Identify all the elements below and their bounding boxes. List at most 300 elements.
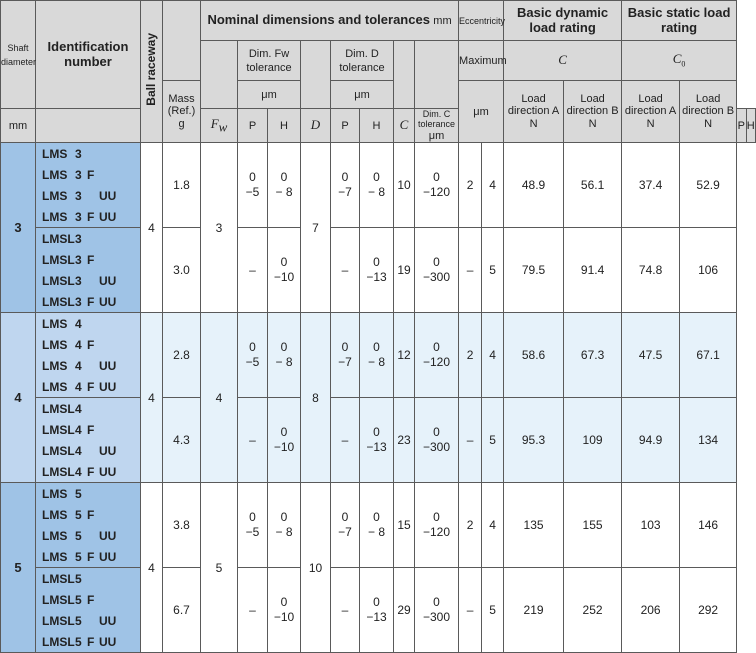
id-part: UU bbox=[99, 549, 117, 564]
identification-number bbox=[42, 610, 140, 631]
dyn-b-value: 91.4 bbox=[580, 263, 605, 278]
ecc-p-value: – bbox=[466, 263, 474, 278]
d-tol-h-value: −13 bbox=[366, 440, 387, 455]
fw-tol-p-value: – bbox=[249, 432, 256, 447]
id-part: 4 bbox=[75, 443, 82, 458]
c-value: 29 bbox=[397, 603, 411, 618]
id-part: F bbox=[87, 634, 95, 649]
id-part: 5 bbox=[75, 486, 82, 501]
dyn-a-cell bbox=[504, 228, 564, 313]
id-part: 4 bbox=[75, 316, 82, 331]
ecc-p-cell bbox=[459, 313, 482, 398]
identification-bottom bbox=[36, 109, 141, 143]
dyn-a-value: 95.3 bbox=[521, 433, 546, 448]
id-part: UU bbox=[99, 273, 117, 288]
fw-tol-p-value: −5 bbox=[245, 185, 260, 200]
d-tol-h-value: − 8 bbox=[367, 185, 385, 200]
id-part: 3 bbox=[75, 167, 82, 182]
stat-a-value: 94.9 bbox=[638, 433, 663, 448]
shaft-diameter-cell bbox=[1, 143, 36, 313]
id-part: 4 bbox=[75, 401, 82, 416]
d-symbol: D bbox=[301, 109, 331, 143]
id-part: 5 bbox=[75, 528, 82, 543]
id-part: 4 bbox=[75, 379, 82, 394]
ball-raceway-cell bbox=[141, 483, 163, 653]
ecc-p-value: – bbox=[466, 433, 474, 448]
eccentricity-header: Eccentricity bbox=[459, 1, 504, 41]
id-part: F bbox=[87, 592, 95, 607]
d-p-header: P bbox=[331, 109, 360, 143]
nominal-header: Nominal dimensions and tolerances mm bbox=[201, 1, 459, 41]
static-symbol: $C_0$ bbox=[622, 41, 737, 81]
id-part: F bbox=[87, 209, 95, 224]
id-part: LMSL bbox=[42, 294, 75, 309]
c-value: 23 bbox=[397, 433, 411, 448]
table-row bbox=[1, 313, 756, 398]
ecc-h-value: 5 bbox=[489, 433, 496, 448]
id-part: LMS bbox=[42, 337, 68, 352]
fw-tol-h-value: −10 bbox=[273, 440, 295, 455]
id-part: F bbox=[87, 464, 95, 479]
shaft-diameter-value: 4 bbox=[14, 390, 22, 406]
c-tol-value: 0 bbox=[433, 340, 440, 355]
d-tol-p-cell bbox=[331, 228, 360, 313]
id-part: 3 bbox=[75, 209, 82, 224]
mass-cell bbox=[163, 228, 201, 313]
d-tol-h-cell bbox=[360, 483, 394, 568]
d-tol-p-cell bbox=[331, 568, 360, 653]
dyn-a-value: 135 bbox=[523, 518, 544, 533]
mass-header: Mass (Ref.) g bbox=[163, 81, 201, 143]
c-tol-cell bbox=[415, 228, 459, 313]
d-tol-h-value: 0 bbox=[373, 425, 380, 440]
id-part: LMS bbox=[42, 528, 68, 543]
id-part: LMSL bbox=[42, 252, 75, 267]
d-value: 10 bbox=[308, 560, 323, 575]
identification-number bbox=[42, 461, 140, 482]
d-tol-h-value: 0 bbox=[373, 255, 380, 270]
id-part: 4 bbox=[75, 337, 82, 352]
c-tol-cell bbox=[415, 568, 459, 653]
d-tol-header: Dim. D tolerance bbox=[331, 41, 394, 81]
id-part: LMS bbox=[42, 507, 68, 522]
fw-cell bbox=[201, 483, 238, 653]
d-tol-p-value: −7 bbox=[338, 185, 352, 200]
stat-a-cell bbox=[622, 398, 680, 483]
id-part: 5 bbox=[75, 634, 82, 649]
stat-b-value: 134 bbox=[698, 433, 719, 448]
c-value: 10 bbox=[397, 178, 411, 193]
id-part: LMSL bbox=[42, 231, 75, 246]
id-part: 5 bbox=[75, 592, 82, 607]
id-part: LMSL bbox=[42, 401, 75, 416]
id-part: UU bbox=[99, 443, 117, 458]
id-part: UU bbox=[99, 209, 117, 224]
dyn-a-cell bbox=[504, 398, 564, 483]
stat-b-value: 292 bbox=[698, 603, 719, 618]
id-part: LMS bbox=[42, 549, 68, 564]
c-cell bbox=[394, 398, 415, 483]
ecc-h-cell bbox=[482, 228, 504, 313]
id-part: UU bbox=[99, 464, 117, 479]
d-tol-h-value: −13 bbox=[366, 610, 387, 625]
mass-value: 6.7 bbox=[173, 603, 190, 618]
id-part: F bbox=[87, 337, 95, 352]
identification-number bbox=[42, 419, 140, 440]
stat-b-cell bbox=[680, 228, 737, 313]
table-row bbox=[1, 228, 756, 313]
ball-raceway-value: 4 bbox=[148, 560, 155, 575]
ecc-um-header: μm bbox=[459, 81, 504, 143]
d-value: 7 bbox=[312, 220, 319, 235]
c-value: 19 bbox=[397, 263, 411, 278]
mass-cell bbox=[163, 313, 201, 398]
d-value: 8 bbox=[312, 390, 319, 405]
dynamic-header: Basic dynamic load rating bbox=[504, 1, 622, 41]
c-tol-value: 0 bbox=[433, 510, 440, 525]
id-part: 3 bbox=[75, 146, 82, 161]
fw-tol-p-value: −5 bbox=[245, 525, 260, 540]
ball-raceway-value: 4 bbox=[148, 220, 155, 235]
table-header bbox=[1, 1, 756, 143]
identification-cell bbox=[36, 143, 141, 228]
id-part: F bbox=[87, 422, 95, 437]
fw-tol-h-cell bbox=[268, 483, 301, 568]
ecc-h-value: 5 bbox=[489, 603, 496, 618]
d-tol-p-value: 0 bbox=[341, 510, 349, 525]
stat-b-cell bbox=[680, 313, 737, 398]
table-row bbox=[1, 483, 756, 568]
stat-a-cell bbox=[622, 228, 680, 313]
identification-number bbox=[42, 546, 140, 567]
stat-a-cell bbox=[622, 143, 680, 228]
identification-number bbox=[42, 334, 140, 355]
dyn-a-value: 58.6 bbox=[521, 348, 546, 363]
id-part: LMS bbox=[42, 209, 68, 224]
id-part: UU bbox=[99, 613, 117, 628]
stat-a-value: 74.8 bbox=[638, 263, 663, 278]
dyn-b-cell bbox=[564, 568, 622, 653]
id-part: LMSL bbox=[42, 592, 75, 607]
mass-value: 2.8 bbox=[173, 348, 190, 363]
fw-tol-p-value: 0 bbox=[249, 340, 256, 355]
fw-p-header: P bbox=[238, 109, 268, 143]
id-part: UU bbox=[99, 358, 117, 373]
d-tol-p-cell bbox=[331, 313, 360, 398]
id-part: UU bbox=[99, 379, 117, 394]
d-tol-p-cell bbox=[331, 398, 360, 483]
mass-value: 1.8 bbox=[173, 178, 190, 193]
table-body bbox=[1, 143, 756, 653]
identification-number bbox=[42, 313, 140, 334]
d-tol-h-cell bbox=[360, 143, 394, 228]
fw-tol-h-cell bbox=[268, 228, 301, 313]
d-tol-p-value: 0 bbox=[341, 170, 349, 185]
id-part: LMSL bbox=[42, 273, 75, 288]
c-tol-cell bbox=[415, 398, 459, 483]
id-part: 5 bbox=[75, 571, 82, 586]
id-part: F bbox=[87, 252, 95, 267]
c-cell bbox=[394, 313, 415, 398]
id-part: LMSL bbox=[42, 634, 75, 649]
table-row bbox=[1, 568, 756, 653]
identification-cell bbox=[36, 228, 141, 313]
fw-h-header: H bbox=[268, 109, 301, 143]
stat-a-cell bbox=[622, 483, 680, 568]
d-tol-p-value: – bbox=[341, 432, 349, 447]
fw-um-header: μm bbox=[238, 81, 301, 109]
ecc-h-cell bbox=[482, 568, 504, 653]
fw-tol-h-value: −10 bbox=[273, 610, 295, 625]
identification-number bbox=[42, 249, 140, 270]
fw-tol-p-cell bbox=[238, 483, 268, 568]
fw-symbol: $F_w$ bbox=[201, 109, 238, 143]
stat-b-cell bbox=[680, 483, 737, 568]
c-tol-value: −300 bbox=[423, 270, 451, 285]
table-row bbox=[1, 143, 756, 228]
d-tol-h-value: 0 bbox=[373, 340, 380, 355]
id-part: 3 bbox=[75, 252, 82, 267]
identification-number bbox=[42, 525, 140, 546]
ecc-p-value: – bbox=[466, 603, 474, 618]
id-part: 4 bbox=[75, 464, 82, 479]
d-tol-p-value: 0 bbox=[341, 340, 349, 355]
fw-value: 3 bbox=[215, 220, 223, 235]
ecc-h-value: 4 bbox=[489, 518, 496, 533]
ecc-h-value: 5 bbox=[489, 263, 496, 278]
ecc-h-cell bbox=[482, 398, 504, 483]
d-tol-p-value: −7 bbox=[338, 355, 352, 370]
stat-b-value: 52.9 bbox=[696, 178, 720, 193]
dyn-a-value: 48.9 bbox=[521, 178, 546, 193]
identification-number bbox=[42, 398, 140, 419]
id-part: 5 bbox=[75, 507, 82, 522]
ecc-h-header: H bbox=[746, 109, 755, 143]
c-tol-value: 0 bbox=[433, 425, 440, 440]
fw-cell bbox=[201, 313, 238, 483]
id-part: LMSL bbox=[42, 422, 75, 437]
id-part: UU bbox=[99, 188, 117, 203]
identification-number bbox=[42, 228, 140, 249]
c-tol-value: 0 bbox=[433, 255, 440, 270]
stat-a-cell bbox=[622, 313, 680, 398]
c-tol-value: −300 bbox=[423, 610, 451, 625]
fw-cell bbox=[201, 143, 238, 313]
ecc-p-value: 2 bbox=[466, 518, 474, 533]
id-part: 5 bbox=[75, 549, 82, 564]
id-part: F bbox=[87, 507, 95, 522]
d-tol-h-cell bbox=[360, 228, 394, 313]
mass-value: 4.3 bbox=[173, 433, 190, 448]
stat-b-value: 67.1 bbox=[696, 348, 720, 363]
ball-raceway-cell bbox=[141, 313, 163, 483]
d-tol-p-value: −7 bbox=[338, 525, 352, 540]
ecc-h-value: 4 bbox=[489, 178, 496, 193]
dyn-a-cell bbox=[504, 568, 564, 653]
d-tol-h-value: 0 bbox=[373, 170, 380, 185]
identification-number bbox=[42, 589, 140, 610]
fw-tol-h-value: −10 bbox=[273, 270, 295, 285]
id-part: 3 bbox=[75, 231, 82, 246]
identification-number bbox=[42, 291, 140, 312]
id-part: 3 bbox=[75, 273, 82, 288]
mass-header-top bbox=[163, 1, 201, 81]
shaft-diameter-cell bbox=[1, 313, 36, 483]
mass-value: 3.0 bbox=[173, 263, 190, 278]
static-header: Basic static load rating bbox=[622, 1, 737, 41]
stat-a-value: 47.5 bbox=[638, 348, 663, 363]
id-part: LMS bbox=[42, 146, 68, 161]
dyn-b-value: 56.1 bbox=[580, 178, 605, 193]
dyn-b-cell bbox=[564, 398, 622, 483]
identification-number bbox=[42, 631, 140, 652]
fw-tol-h-value: 0 bbox=[280, 340, 288, 355]
identification-number bbox=[42, 483, 140, 504]
id-part: 4 bbox=[75, 422, 82, 437]
id-part: LMS bbox=[42, 486, 68, 501]
ecc-p-cell bbox=[459, 228, 482, 313]
d-tol-h-value: 0 bbox=[373, 595, 380, 610]
dyn-a-value: 79.5 bbox=[521, 263, 546, 278]
c-cell bbox=[394, 568, 415, 653]
id-part: LMS bbox=[42, 188, 68, 203]
d-cell bbox=[301, 143, 331, 313]
dyn-dir-a: Load direction A N bbox=[504, 81, 564, 143]
fw-tol-p-value: – bbox=[249, 602, 256, 617]
identification-cell bbox=[36, 483, 141, 568]
id-part: LMS bbox=[42, 358, 68, 373]
d-tol-h-cell bbox=[360, 568, 394, 653]
c-tol-cell bbox=[415, 143, 459, 228]
stat-b-cell bbox=[680, 143, 737, 228]
c-tol-value: −120 bbox=[423, 525, 451, 540]
c-tol-header: Dim. C tolerance μm bbox=[415, 109, 459, 143]
id-part: LMS bbox=[42, 379, 68, 394]
c-symbol: C bbox=[394, 109, 415, 143]
fw-tol-h-value: − 8 bbox=[275, 185, 293, 200]
identification-number bbox=[42, 440, 140, 461]
identification-number bbox=[42, 376, 140, 397]
id-part: LMS bbox=[42, 167, 68, 182]
identification-cell bbox=[36, 313, 141, 398]
ecc-p-cell bbox=[459, 143, 482, 228]
d-tol-h-value: 0 bbox=[373, 510, 380, 525]
d-tol-h-cell bbox=[360, 313, 394, 398]
id-part: UU bbox=[99, 634, 117, 649]
d-cell bbox=[301, 483, 331, 653]
fw-tol-h-value: 0 bbox=[280, 425, 288, 440]
fw-tol-p-cell bbox=[238, 228, 268, 313]
dyn-a-cell bbox=[504, 483, 564, 568]
fw-tol-h-cell bbox=[268, 313, 301, 398]
mass-cell bbox=[163, 398, 201, 483]
d-tol-p-cell bbox=[331, 143, 360, 228]
stat-b-cell bbox=[680, 398, 737, 483]
identification-header: Identification number bbox=[36, 1, 141, 109]
ecc-h-value: 4 bbox=[489, 348, 496, 363]
mass-cell bbox=[163, 568, 201, 653]
fw-tol-h-value: 0 bbox=[280, 510, 288, 525]
id-part: 3 bbox=[75, 188, 82, 203]
id-part: LMS bbox=[42, 316, 68, 331]
d-tol-h-cell bbox=[360, 398, 394, 483]
fw-tol-p-value: – bbox=[249, 262, 256, 277]
d-tol-h-value: − 8 bbox=[367, 525, 385, 540]
fw-tol-h-value: 0 bbox=[280, 595, 288, 610]
c-tol-value: −120 bbox=[423, 355, 451, 370]
fw-tol-h-value: − 8 bbox=[275, 355, 293, 370]
shaft-diameter-value: 5 bbox=[14, 560, 22, 576]
stat-dir-a: Load direction A N bbox=[622, 81, 680, 143]
fw-tol-h-cell bbox=[268, 568, 301, 653]
c-tol-top bbox=[415, 41, 459, 109]
fw-tol-p-cell bbox=[238, 568, 268, 653]
stat-b-cell bbox=[680, 568, 737, 653]
dyn-a-cell bbox=[504, 143, 564, 228]
mass-cell bbox=[163, 143, 201, 228]
ecc-p-value: 2 bbox=[466, 178, 474, 193]
dyn-b-cell bbox=[564, 228, 622, 313]
shaft-diameter-header: Shaft diameter bbox=[1, 1, 36, 109]
fw-tol-h-value: 0 bbox=[280, 255, 288, 270]
ball-raceway-value: 4 bbox=[148, 390, 155, 405]
id-part: 4 bbox=[75, 358, 82, 373]
dyn-b-cell bbox=[564, 143, 622, 228]
fw-value: 5 bbox=[215, 560, 223, 575]
stat-a-value: 103 bbox=[640, 518, 661, 533]
ecc-h-cell bbox=[482, 143, 504, 228]
id-part: F bbox=[87, 294, 95, 309]
ecc-p-cell bbox=[459, 398, 482, 483]
identification-number bbox=[42, 164, 140, 185]
ecc-h-cell bbox=[482, 483, 504, 568]
c-tol-value: 0 bbox=[433, 170, 440, 185]
c-tol-cell bbox=[415, 313, 459, 398]
fw-tol-h-cell bbox=[268, 398, 301, 483]
stat-b-value: 106 bbox=[698, 263, 719, 278]
fw-tol-p-value: −5 bbox=[245, 355, 260, 370]
identification-cell bbox=[36, 398, 141, 483]
ball-raceway-cell bbox=[141, 143, 163, 313]
dyn-b-value: 252 bbox=[582, 603, 603, 618]
c-value: 12 bbox=[397, 348, 411, 363]
dyn-b-value: 67.3 bbox=[580, 348, 605, 363]
stat-a-cell bbox=[622, 568, 680, 653]
ecc-p-value: 2 bbox=[466, 348, 474, 363]
id-part: 5 bbox=[75, 613, 82, 628]
shaft-unit: mm bbox=[1, 109, 36, 143]
c-tol-value: 0 bbox=[433, 595, 440, 610]
c-cell bbox=[394, 483, 415, 568]
id-part: LMSL bbox=[42, 571, 75, 586]
c-value: 15 bbox=[397, 518, 411, 533]
c-tol-value: −300 bbox=[423, 440, 451, 455]
id-part: F bbox=[87, 379, 95, 394]
shaft-diameter-cell bbox=[1, 483, 36, 653]
c-sym-top bbox=[394, 41, 415, 109]
id-part: 3 bbox=[75, 294, 82, 309]
fw-tol-h-value: 0 bbox=[280, 170, 288, 185]
stat-a-value: 37.4 bbox=[638, 178, 663, 193]
ecc-p-cell bbox=[459, 568, 482, 653]
d-tol-p-cell bbox=[331, 483, 360, 568]
id-part: UU bbox=[99, 294, 117, 309]
mass-value: 3.8 bbox=[173, 518, 190, 533]
ball-raceway-header: Ball raceway bbox=[141, 1, 163, 143]
dyn-b-value: 155 bbox=[582, 518, 603, 533]
id-part: LMSL bbox=[42, 464, 75, 479]
id-part: LMSL bbox=[42, 443, 75, 458]
